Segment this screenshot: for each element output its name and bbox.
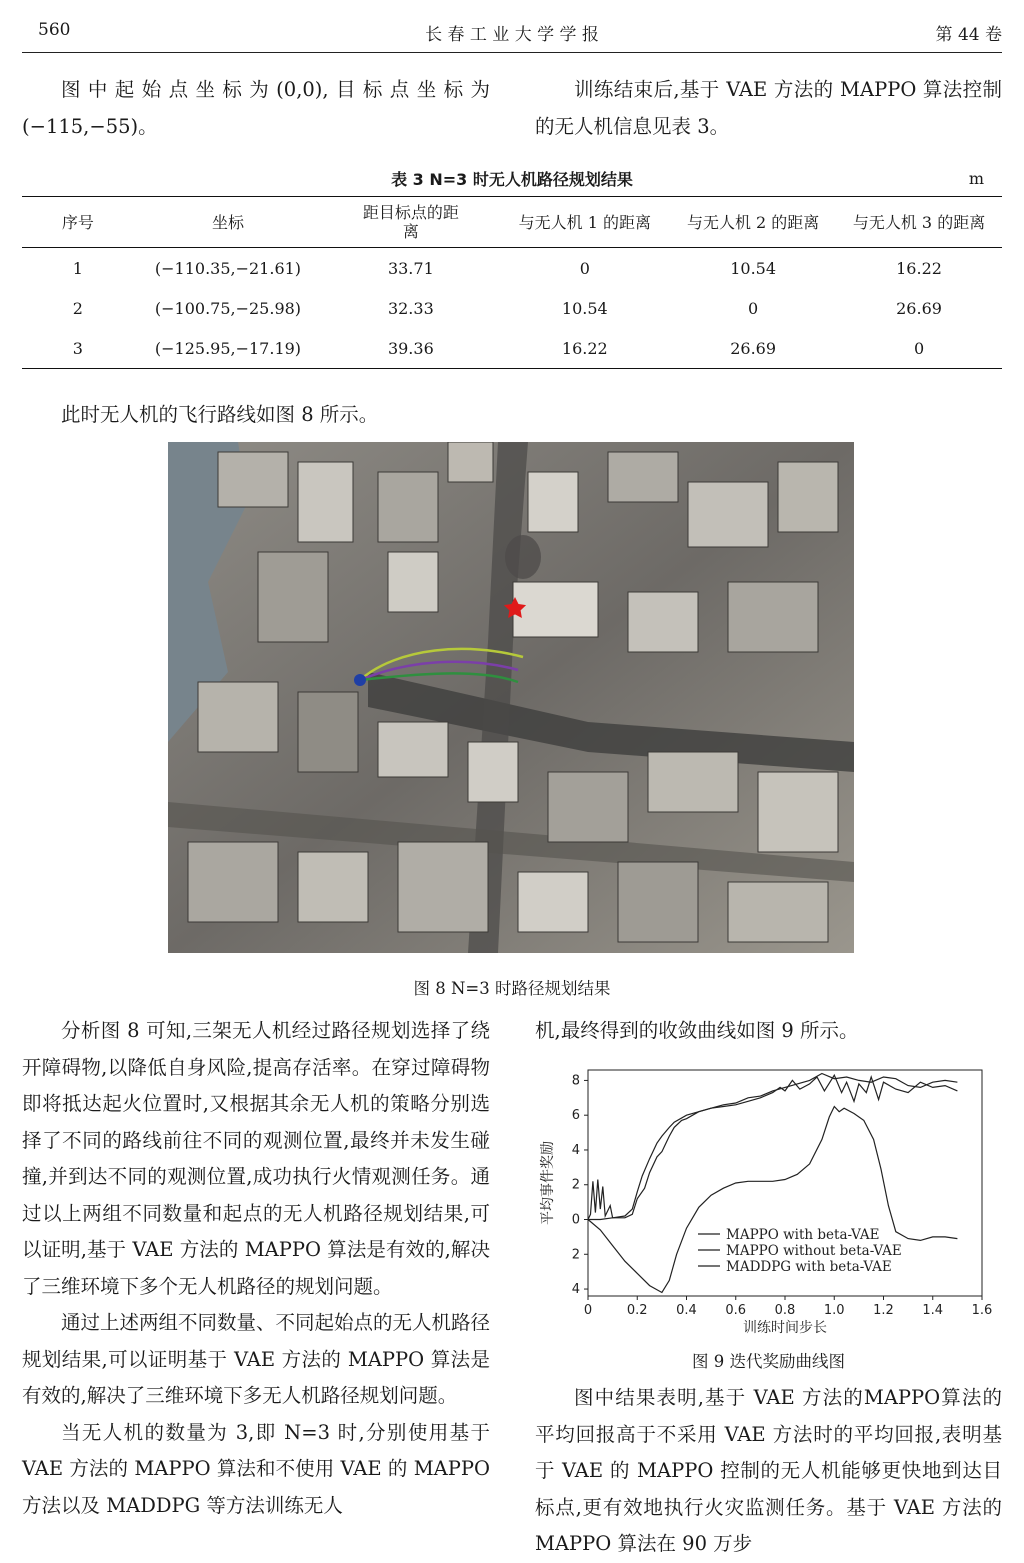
y-tick-label: 2 (571, 1247, 580, 1263)
journal-title: 长 春 工 业 大 学 学 报 (425, 25, 599, 45)
route-paragraph: 此时无人机的飞行路线如图 8 所示。 (61, 403, 379, 426)
table-cell: 0 (579, 258, 590, 278)
table-header-cell: 与无人机 2 的距离 (686, 212, 820, 232)
aerial-city-image (168, 442, 854, 953)
paragraph-methods: 当无人机的数量为 3,即 N=3 时,分别使用基于 VAE 方法的 MAPPO 算法和不使用 VAE 的 MAPPO 方法以及 MADDPG 等方法训练无人 (22, 1420, 490, 1517)
y-tick-label: 0 (571, 1212, 580, 1228)
table-header-cell: 与无人机 3 的距离 (852, 212, 986, 232)
left-column-text (22, 1013, 490, 1524)
start-point-marker (354, 674, 366, 686)
legend-entry: MAPPO with beta-VAE (726, 1227, 880, 1243)
page-number: 560 (38, 20, 71, 40)
table-row (22, 328, 1002, 369)
x-tick-label: 1.2 (873, 1303, 894, 1318)
x-axis-label: 训练时间步长 (743, 1320, 827, 1336)
table-row (22, 288, 1002, 328)
table-cell: 3 (72, 338, 83, 358)
figure9-caption: 图 9 迭代奖励曲线图 (692, 1352, 845, 1371)
header-rule (22, 52, 1002, 53)
right-column-top-text: 机,最终得到的收敛曲线如图 9 所示。 (535, 1019, 859, 1042)
table-row (22, 248, 1002, 289)
table-header-cell: 坐标 (211, 212, 244, 232)
table-cell: 32.33 (387, 298, 434, 318)
table-cell: (−110.35,−21.61) (154, 258, 302, 278)
table-caption: 表 3 N=3 时无人机路径规划结果 (391, 170, 633, 189)
table-cell: 10.54 (730, 258, 777, 278)
table-cell: 2 (72, 298, 83, 318)
right-column-bottom-text: 图中结果表明,基于 VAE 方法的MAPPO算法的平均回报高于不采用 VAE 方法时的平均回报,表明基于 VAE 的 MAPPO 控制的无人机能够更快地到达目标点,更有效地执行火灾监测任务。基于 VAE 方法的 MAPPO 算法在 90 万步 (535, 1386, 1002, 1555)
x-tick-label: 0.2 (626, 1303, 648, 1318)
table-cell: 0 (913, 338, 925, 358)
y-tick-label: 4 (571, 1282, 580, 1298)
y-tick-label: 4 (571, 1142, 580, 1158)
y-tick-label: 8 (571, 1073, 580, 1089)
x-tick-label: 0.8 (774, 1303, 796, 1318)
x-tick-label: 0.4 (676, 1303, 697, 1318)
legend-entry: MADDPG with beta-VAE (726, 1259, 892, 1275)
figure8-caption: 图 8 N=3 时路径规划结果 (413, 979, 611, 998)
series-line-2 (588, 1074, 957, 1220)
table-header-cell: 距目标点的距离 (362, 203, 459, 241)
paragraph-proof: 通过上述两组不同数量、不同起始点的无人机路径规划结果,可以证明基于 VAE 方法的 MAPPO 算法是有效的,解决了三维环境下多无人机路径规划问题。 (22, 1311, 491, 1407)
reward-chart (530, 1062, 1002, 1344)
table-cell: 26.69 (730, 338, 777, 358)
table-cell: 33.71 (387, 258, 434, 278)
y-tick-label: 6 (571, 1108, 580, 1124)
volume-label: 第 44 卷 (935, 25, 1002, 45)
results-table (22, 196, 1002, 369)
table-cell: 39.36 (387, 338, 434, 358)
table-unit: m (968, 169, 984, 188)
table-cell: (−125.95,−17.19) (154, 338, 302, 358)
table-cell: 16.22 (896, 258, 942, 278)
y-axis-label: 平均事件奖励 (540, 1141, 556, 1225)
intro-left-paragraph: 图中起始点坐标为(0,0),目标点坐标为(−115,−55)。 (22, 78, 490, 138)
y-tick-label: 2 (571, 1177, 580, 1193)
intro-right-paragraph: 训练结束后,基于 VAE 方法的 MAPPO 算法控制的无人机信息见表 3。 (535, 78, 1002, 138)
x-tick-label: 1.4 (922, 1303, 944, 1318)
table-cell: 1 (72, 258, 83, 278)
table-header-row (22, 197, 1002, 248)
table-cell: 10.54 (561, 298, 608, 318)
table-cell: 26.69 (896, 298, 942, 318)
table-cell: 0 (748, 298, 759, 318)
x-tick-label: 0.6 (725, 1303, 747, 1318)
x-tick-label: 0 (583, 1303, 593, 1318)
legend-entry: MAPPO without beta-VAE (726, 1243, 902, 1259)
x-tick-label: 1.0 (823, 1303, 845, 1318)
paragraph-analysis: 分析图 8 可知,三架无人机经过路径规划选择了绕开障碍物,以降低自身风险,提高存活率。在穿过障碍物即将抵达起火位置时,又根据其余无人机的策略分别选择了不同的路线前往不同的观测位置,最终并未发生碰撞,并到达不同的观测位置,成功执行火情观测任务。通过以上两组不同数量和起点的无人机路径规划结果,可以证明,基于 VAE 方法的 MAPPO 算法是有效的,解决了三维环境下多个无人机路径的规划问题。 (22, 1019, 490, 1298)
table-cell: (−100.75,−25.98) (154, 298, 302, 318)
x-tick-label: 1.6 (971, 1303, 993, 1318)
aerial-city-illustration (168, 442, 854, 953)
table-cell: 16.22 (561, 338, 608, 358)
table-header-cell: 与无人机 1 的距离 (518, 212, 651, 232)
series-line-1 (588, 1075, 957, 1219)
table-header-cell: 序号 (61, 212, 94, 232)
